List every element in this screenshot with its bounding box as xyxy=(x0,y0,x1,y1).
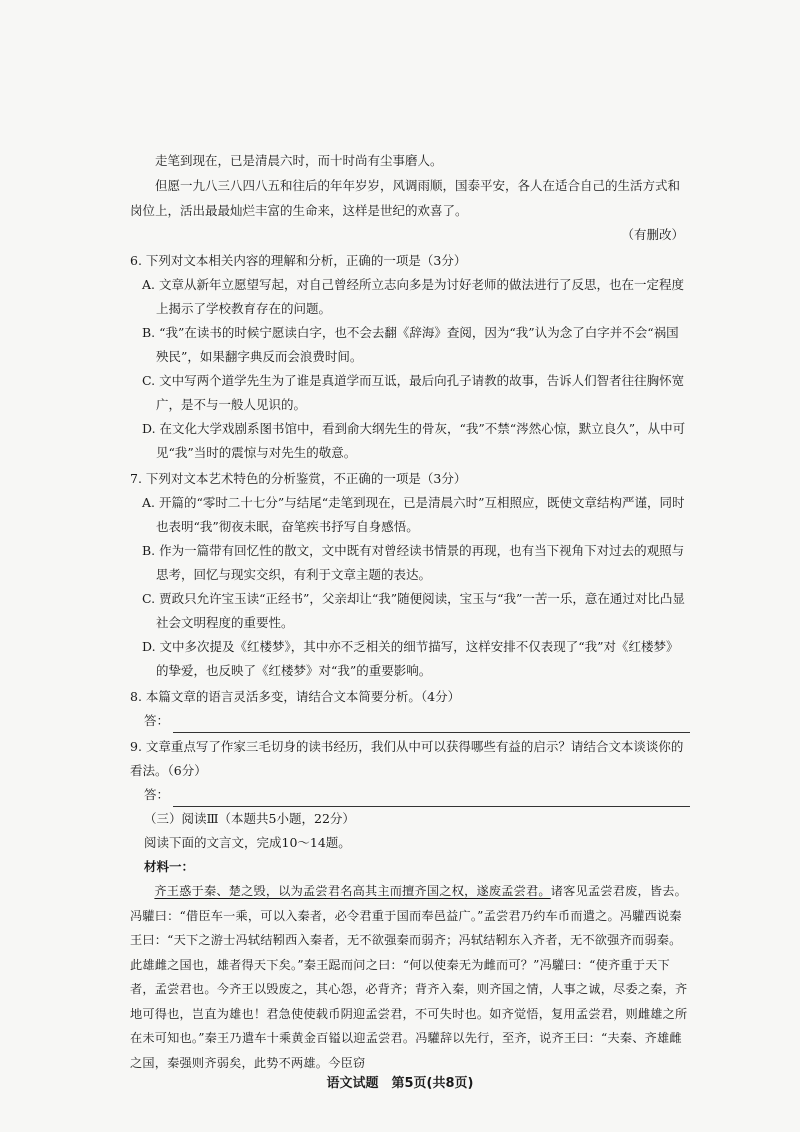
question-9-answer[interactable] xyxy=(130,783,690,807)
question-8-answer-line[interactable] xyxy=(173,716,690,733)
question-6-stem: 6. 下列对文本相关内容的理解和分析，正确的一项是（3分） xyxy=(130,253,467,268)
passage-text: 诸客见孟尝君废，皆去。冯驩曰：“借臣车一乘，可以入秦者，必令君重于国而奉邑益广。”孟尝君乃约车币而遣之。冯驩西说秦王曰：“天下之游士冯轼结靷西入秦者，无不欲强秦而弱齐；冯轼结靷东入齐者，无不欲强齐而弱秦。此雄雌之国也，雄者得天下矣。”秦王跽而问之曰：“何以使秦无为雌而可？”冯驩曰：“使齐重于天下者，孟尝君也。今齐王以毁废之，其心怨，必背齐；背齐入秦，则齐国之情，人事之诚，尽委之秦，齐地可得也，岂直为雄也！君急使使载币阴迎孟尝君，不可失时也。如齐觉悟，复用孟尝君，则雌雄之所在未可知也。”秦王乃遣车十乘黄金百镒以迎孟尝君。冯驩辞以先行，至齐，说齐王曰：“夫秦、齐雄雌之国，秦强则齐弱矣，此势不两雄。今臣窃 xyxy=(130,884,688,1070)
question-8-stem: 8. 本篇文章的语言灵活多变，请结合文本简要分析。（4分） xyxy=(130,689,461,704)
question-7 xyxy=(130,467,690,683)
question-7-option-d: D. 文中多次提及《红楼梦》，其中亦不乏相关的细节描写，这样安排不仅表现了“我”对《红楼梦》的挚爱，也反映了《红楼梦》对“我”的重要影响。 xyxy=(142,639,679,678)
question-8 xyxy=(130,685,690,733)
question-9-answer-label: 答： xyxy=(144,787,170,802)
underlined-sentence: 齐王惑于秦、楚之毁，以为孟尝君名高其主而擅齐国之权，遂废孟尝君。 xyxy=(154,884,551,898)
question-7-option-a: A. 开篇的“零时二十七分”与结尾“走笔到现在，已是清晨六时”互相照应，既使文章结构严谨，同时也表明“我”彻夜未眠，奋笔疾书抒写自身感悟。 xyxy=(142,495,685,534)
section-instruction: 阅读下面的文言文，完成10～14题。 xyxy=(144,835,351,850)
page-content xyxy=(130,148,690,1075)
question-8-answer[interactable] xyxy=(130,709,690,733)
closing-paragraph-1: 走笔到现在，已是清晨六时，而十时尚有尘事磨人。 xyxy=(155,153,443,168)
question-9-stem: 9. 文章重点写了作家三毛切身的读书经历，我们从中可以获得哪些有益的启示？请结合文本谈谈你的看法。（6分） xyxy=(130,739,684,778)
source-note: （有删改） xyxy=(621,227,684,242)
question-6 xyxy=(130,249,690,465)
material-label: 材料一： xyxy=(144,859,195,874)
question-7-option-c: C. 贾政只允许宝玉读“正经书”，父亲却让“我”随便阅读，宝玉与“我”一苦一乐，意在通过对比凸显社会文明程度的重要性。 xyxy=(142,591,685,630)
classical-passage xyxy=(130,879,690,1075)
question-6-option-b: B. “我”在读书的时候宁愿读白字，也不会去翻《辞海》查阅，因为“我”认为念了白字并不会“祸国殃民”，如果翻字典反而会浪费时间。 xyxy=(142,325,679,364)
question-6-option-c: C. 文中写两个道学先生为了谁是真道学而互诋，最后向孔子请教的故事，告诉人们智者往往胸怀宽广，是不与一般人见识的。 xyxy=(142,373,685,412)
question-6-option-a: A. 文章从新年立愿望写起，对自己曾经所立志向多是为讨好老师的做法进行了反思，也在一定程度上揭示了学校教育存在的问题。 xyxy=(142,277,684,316)
question-9 xyxy=(130,735,690,807)
closing-paragraph-2: 但愿一九八三八四八五和往后的年年岁岁，风调雨顺，国泰平安，各人在适合自己的生活方式和岗位上，活出最最灿烂丰富的生命来，这样是世纪的欢喜了。 xyxy=(130,178,681,218)
question-7-option-b: B. 作为一篇带有回忆性的散文，文中既有对曾经读书情景的再现，也有当下视角下对过去的观照与思考，回忆与现实交织，有利于文章主题的表达。 xyxy=(142,543,685,582)
question-8-answer-label: 答： xyxy=(144,713,170,728)
question-6-option-d: D. 在文化大学戏剧系图书馆中，看到俞大纲先生的骨灰，“我”不禁“涔然心惊，默立良久”，从中可见“我”当时的震惊与对先生的敬意。 xyxy=(142,421,686,460)
question-7-stem: 7. 下列对文本艺术特色的分析鉴赏，不正确的一项是（3分） xyxy=(130,471,467,486)
page-footer: 语文试题 第5页(共8页) xyxy=(326,1076,474,1091)
section-heading: （三）阅读Ⅲ（本题共5小题，22分） xyxy=(144,811,355,826)
question-9-answer-line[interactable] xyxy=(173,790,690,807)
